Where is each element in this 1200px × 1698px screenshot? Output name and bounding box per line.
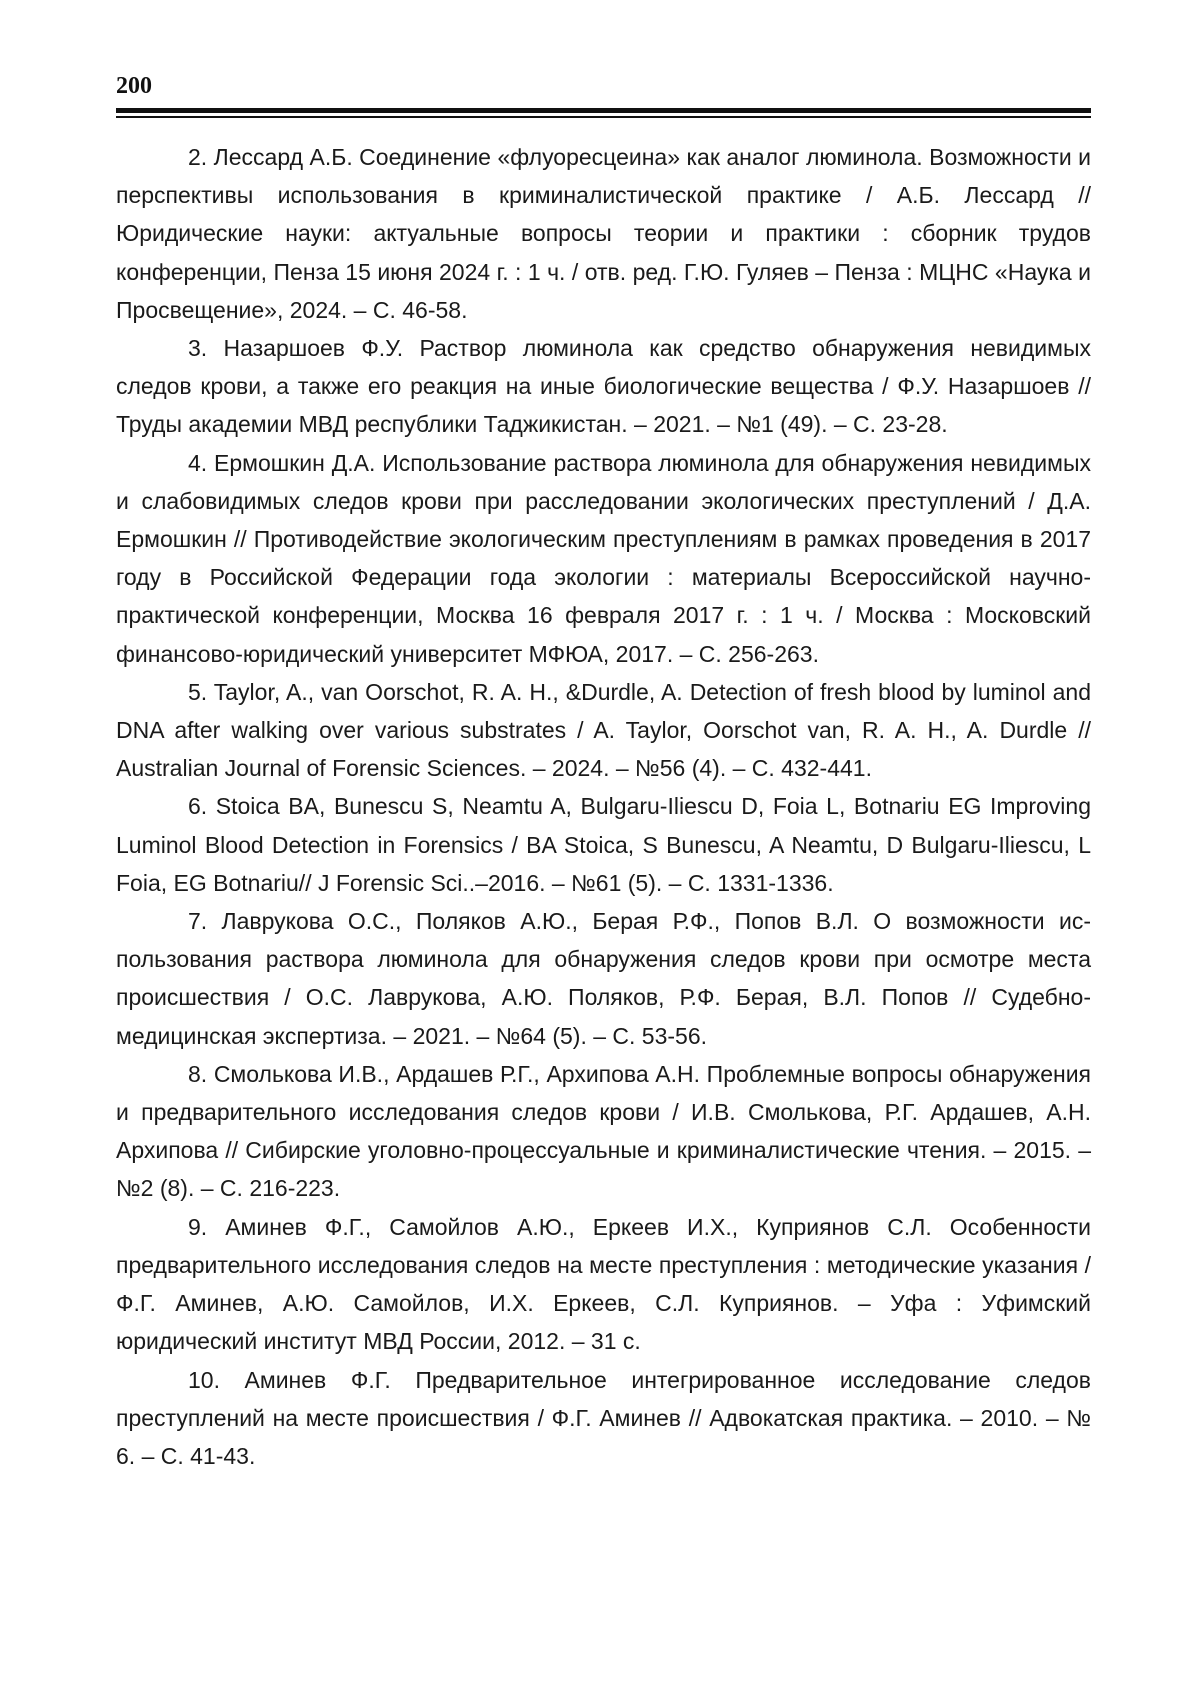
reference-item: 3. Назаршоев Ф.У. Раствор люминола как средство обнаружения невидимых следов крови, а также его реакция на иные биологические вещества / Ф.У. Назаршоев // Труды академии МВД республики Таджикистан. – 2021. – №1 (49). – С. 23-28. [116, 335, 1091, 438]
reference-item: 5. Taylor, A., van Oorschot, R. A. H., &Durdle, A. Detection of fresh blood by luminol and DNA after walking over various substrates / A. Taylor, Oorschot van, R. A. H., A. Durdle // Australian Journal of Forensic Sciences. – 2024. – №56 (4). – С. 432-441. [116, 678, 1091, 782]
reference-item: 6. Stoica BA, Bunescu S, Neamtu A, Bulgaru-Iliescu D, Foia L, Botnariu EG Improving Luminol Blood Detection in Forensics / BA Stoica, S Bunescu, A Neamtu, D Bulgaru-Iliescu, L Foia, EG Botnariu// J Forensic Sci..–2016. – №61 (5). – С. 1331-1336. [116, 793, 1091, 896]
reference-item: 2. Лессард А.Б. Соединение «флуоресцеина» как аналог люминола. Возможности и перспективы использования в криминалистической практике / А.Б. Лессард // Юридические науки: актуальные вопросы теории и практики : сборник трудов конференции, Пенза 15 июня 2024 г. : 1 ч. / отв. ред. Г.Ю. Гуляев – Пенза : МЦНС «Наука и Просвещение», 2024. – С. 46-58. [116, 144, 1091, 323]
reference-item: 7. Лаврукова О.С., Поляков А.Ю., Берая Р.Ф., Попов В.Л. О возможности использования раствора люминола для обнаружения следов крови при осмотре места происшествия / О.С. Лаврукова, А.Ю. Поляков, Р.Ф. Берая, В.Л. Попов // Судебно-медицинская экспертиза. – 2021. – №64 (5). – С. 53-56. [116, 908, 1091, 1049]
header-rule-thick [116, 108, 1091, 113]
reference-item: 8. Смолькова И.В., Ардашев Р.Г., Архипова А.Н. Проблемные вопросы обнаружения и предварительного исследования следов крови / И.В. Смолькова, Р.Г. Ардашев, А.Н. Архипова // Сибирские уголовно-процессуальные и криминалистические чтения. – 2015. – №2 (8). – С. 216-223. [116, 1060, 1091, 1202]
reference-item: 9. Аминев Ф.Г., Самойлов А.Ю., Еркеев И.Х., Куприянов С.Л. Особенности предварительного исследования следов на месте преступления : методические указания / Ф.Г. Аминев, А.Ю. Самойлов, И.Х. Еркеев, С.Л. Куприянов. – Уфа : Уфимский юридический институт МВД России, 2012. – 31 с. [116, 1213, 1091, 1355]
reference-item: 4. Ермошкин Д.А. Использование раствора люминола для обнаружения невидимых и слабовидимых следов крови при расследовании экологических преступлений / Д.А. Ермошкин // Противодействие экологическим преступлениям в рамках проведения в 2017 году в Российской Федерации года экологии : материалы Всероссийской научно-практической конференции, Москва 16 февраля 2017 г. : 1 ч. / Москва : Московский финансово-юридический университет МФЮА, 2017. – С. 256-263. [116, 449, 1091, 667]
page-number: 200 [116, 73, 152, 99]
header-rule-thin [116, 116, 1091, 118]
reference-list [116, 138, 1091, 1475]
reference-item: 10. Аминев Ф.Г. Предварительное интегрированное исследование следов преступлений на месте происшествия / Ф.Г. Аминев // Адвокатская практика. – 2010. – № 6. – С. 41-43. [116, 1366, 1091, 1469]
